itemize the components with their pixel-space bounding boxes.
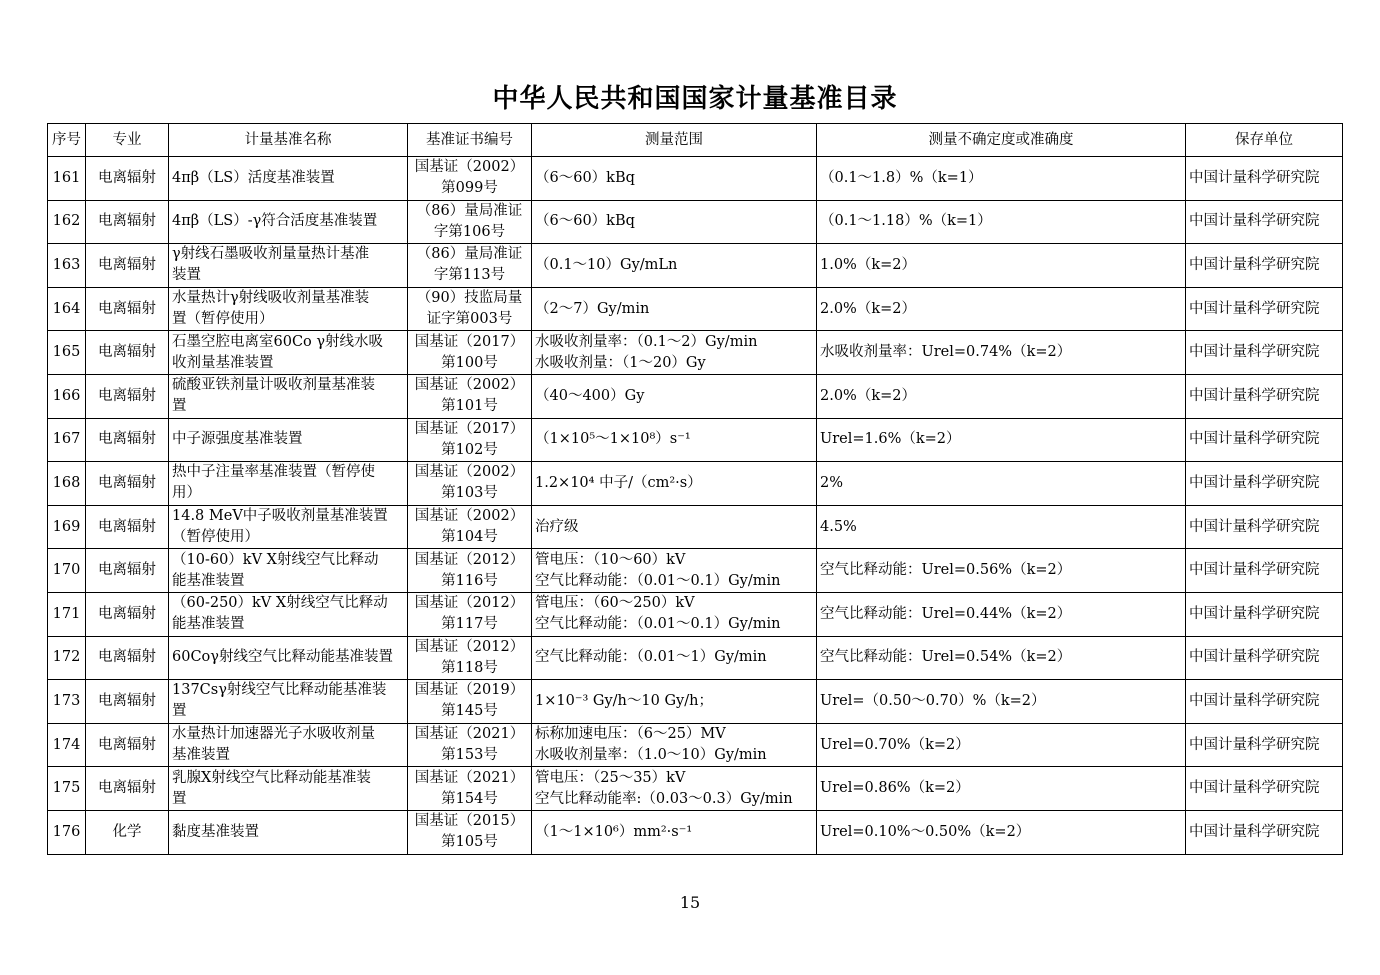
cell-major: 电离辐射	[86, 374, 169, 418]
header-range: 测量范围	[532, 124, 817, 157]
cell-name: 14.8 MeV中子吸收剂量基准装置 （暂停使用）	[169, 505, 408, 549]
cell-name: （10-60）kV X射线空气比释动 能基准装置	[169, 549, 408, 593]
cell-name: （60-250）kV X射线空气比释动 能基准装置	[169, 592, 408, 636]
cell-uncertainty: 水吸收剂量率：Urel=0.74%（k=2）	[817, 331, 1186, 375]
cell-cert: 国基证（2021） 第154号	[408, 767, 532, 811]
table-row	[48, 287, 1343, 331]
table-row	[48, 767, 1343, 811]
cell-major: 电离辐射	[86, 505, 169, 549]
page-title: 中华人民共和国国家计量基准目录	[492, 84, 898, 114]
cell-major: 电离辐射	[86, 636, 169, 680]
cell-cert: 国基证（2002） 第101号	[408, 374, 532, 418]
table-row	[48, 157, 1343, 201]
table-row	[48, 592, 1343, 636]
cell-range: 管电压：（10～60）kV 空气比释动能：（0.01～0.1）Gy/min	[532, 549, 817, 593]
cell-seq: 164	[48, 287, 86, 331]
cell-uncertainty: （0.1～1.8）%（k=1）	[817, 157, 1186, 201]
cell-range: 1.2×10⁴ 中子/（cm²·s）	[532, 462, 817, 506]
cell-uncertainty: Urel=1.6%（k=2）	[817, 418, 1186, 462]
cell-cert: （86）量局准证 字第106号	[408, 200, 532, 244]
cell-cert: 国基证（2017） 第102号	[408, 418, 532, 462]
cell-uncertainty: Urel=0.86%（k=2）	[817, 767, 1186, 811]
cell-seq: 171	[48, 592, 86, 636]
standards-table	[47, 123, 1343, 855]
cell-major: 化学	[86, 810, 169, 854]
cell-range: 治疗级	[532, 505, 817, 549]
cell-unit: 中国计量科学研究院	[1186, 505, 1343, 549]
header-unit: 保存单位	[1186, 124, 1343, 157]
cell-uncertainty: 空气比释动能：Urel=0.54%（k=2）	[817, 636, 1186, 680]
cell-unit: 中国计量科学研究院	[1186, 549, 1343, 593]
header-cert: 基准证书编号	[408, 124, 532, 157]
cell-name: 石墨空腔电离室60Co γ射线水吸 收剂量基准装置	[169, 331, 408, 375]
cell-seq: 163	[48, 244, 86, 288]
cell-range: 1×10⁻³ Gy/h～10 Gy/h；	[532, 680, 817, 724]
cell-range: （1×10⁵～1×10⁸）s⁻¹	[532, 418, 817, 462]
cell-seq: 175	[48, 767, 86, 811]
cell-uncertainty: 空气比释动能：Urel=0.44%（k=2）	[817, 592, 1186, 636]
cell-uncertainty: 4.5%	[817, 505, 1186, 549]
cell-unit: 中国计量科学研究院	[1186, 200, 1343, 244]
cell-range: （40～400）Gy	[532, 374, 817, 418]
table-row	[48, 810, 1343, 854]
cell-seq: 166	[48, 374, 86, 418]
cell-cert: （90）技监局量 证字第003号	[408, 287, 532, 331]
cell-major: 电离辐射	[86, 287, 169, 331]
cell-seq: 169	[48, 505, 86, 549]
cell-name: 乳腺X射线空气比释动能基准装 置	[169, 767, 408, 811]
cell-seq: 167	[48, 418, 86, 462]
cell-cert: 国基证（2002） 第104号	[408, 505, 532, 549]
cell-major: 电离辐射	[86, 723, 169, 767]
cell-name: 4πβ（LS）活度基准装置	[169, 157, 408, 201]
header-name: 计量基准名称	[169, 124, 408, 157]
table-row	[48, 418, 1343, 462]
table-row	[48, 549, 1343, 593]
cell-major: 电离辐射	[86, 331, 169, 375]
cell-unit: 中国计量科学研究院	[1186, 767, 1343, 811]
cell-range: （2～7）Gy/min	[532, 287, 817, 331]
cell-unit: 中国计量科学研究院	[1186, 462, 1343, 506]
cell-name: 水量热计γ射线吸收剂量基准装 置（暂停使用）	[169, 287, 408, 331]
cell-range: （0.1～10）Gy/mLn	[532, 244, 817, 288]
cell-name: 水量热计加速器光子水吸收剂量 基准装置	[169, 723, 408, 767]
table-row	[48, 723, 1343, 767]
cell-major: 电离辐射	[86, 244, 169, 288]
cell-name: 137Csγ射线空气比释动能基准装 置	[169, 680, 408, 724]
table-row	[48, 244, 1343, 288]
header-major: 专业	[86, 124, 169, 157]
cell-uncertainty: 2.0%（k=2）	[817, 374, 1186, 418]
cell-cert: 国基证（2017） 第100号	[408, 331, 532, 375]
cell-range: （1～1×10⁶）mm²·s⁻¹	[532, 810, 817, 854]
cell-cert: （86）量局准证 字第113号	[408, 244, 532, 288]
cell-uncertainty: Urel=（0.50～0.70）%（k=2）	[817, 680, 1186, 724]
cell-seq: 165	[48, 331, 86, 375]
cell-seq: 170	[48, 549, 86, 593]
table-row	[48, 462, 1343, 506]
cell-seq: 173	[48, 680, 86, 724]
cell-cert: 国基证（2012） 第116号	[408, 549, 532, 593]
cell-major: 电离辐射	[86, 462, 169, 506]
cell-unit: 中国计量科学研究院	[1186, 418, 1343, 462]
cell-cert: 国基证（2012） 第118号	[408, 636, 532, 680]
cell-unit: 中国计量科学研究院	[1186, 636, 1343, 680]
cell-seq: 161	[48, 157, 86, 201]
table-row	[48, 505, 1343, 549]
page-number: 15	[679, 893, 701, 912]
cell-seq: 172	[48, 636, 86, 680]
cell-name: 4πβ（LS）-γ符合活度基准装置	[169, 200, 408, 244]
cell-cert: 国基证（2021） 第153号	[408, 723, 532, 767]
table-row	[48, 374, 1343, 418]
cell-range: 管电压：（25～35）kV 空气比释动能率:（0.03～0.3）Gy/min	[532, 767, 817, 811]
cell-seq: 174	[48, 723, 86, 767]
cell-seq: 162	[48, 200, 86, 244]
cell-unit: 中国计量科学研究院	[1186, 331, 1343, 375]
cell-uncertainty: 空气比释动能：Urel=0.56%（k=2）	[817, 549, 1186, 593]
cell-unit: 中国计量科学研究院	[1186, 157, 1343, 201]
cell-unit: 中国计量科学研究院	[1186, 244, 1343, 288]
cell-name: 中子源强度基准装置	[169, 418, 408, 462]
cell-name: γ射线石墨吸收剂量量热计基准 装置	[169, 244, 408, 288]
cell-unit: 中国计量科学研究院	[1186, 287, 1343, 331]
cell-uncertainty: 2%	[817, 462, 1186, 506]
cell-name: 60Coγ射线空气比释动能基准装置	[169, 636, 408, 680]
table-row	[48, 200, 1343, 244]
cell-unit: 中国计量科学研究院	[1186, 723, 1343, 767]
cell-cert: 国基证（2015） 第105号	[408, 810, 532, 854]
cell-range: 空气比释动能：（0.01～1）Gy/min	[532, 636, 817, 680]
cell-major: 电离辐射	[86, 592, 169, 636]
cell-cert: 国基证（2012） 第117号	[408, 592, 532, 636]
cell-name: 黏度基准装置	[169, 810, 408, 854]
cell-major: 电离辐射	[86, 418, 169, 462]
cell-uncertainty: 2.0%（k=2）	[817, 287, 1186, 331]
cell-cert: 国基证（2002） 第103号	[408, 462, 532, 506]
cell-unit: 中国计量科学研究院	[1186, 592, 1343, 636]
cell-name: 硫酸亚铁剂量计吸收剂量基准装 置	[169, 374, 408, 418]
cell-range: 管电压：（60～250）kV 空气比释动能：（0.01～0.1）Gy/min	[532, 592, 817, 636]
cell-range: （6～60）kBq	[532, 157, 817, 201]
cell-unit: 中国计量科学研究院	[1186, 374, 1343, 418]
table-row	[48, 680, 1343, 724]
cell-range: 水吸收剂量率：（0.1～2）Gy/min 水吸收剂量：（1～20）Gy	[532, 331, 817, 375]
header-seq: 序号	[48, 124, 86, 157]
cell-major: 电离辐射	[86, 549, 169, 593]
cell-seq: 176	[48, 810, 86, 854]
cell-uncertainty: Urel=0.70%（k=2）	[817, 723, 1186, 767]
table-header-row	[48, 124, 1343, 157]
cell-cert: 国基证（2019） 第145号	[408, 680, 532, 724]
cell-name: 热中子注量率基准装置（暂停使 用）	[169, 462, 408, 506]
table-row	[48, 331, 1343, 375]
cell-major: 电离辐射	[86, 680, 169, 724]
header-uncertainty: 测量不确定度或准确度	[817, 124, 1186, 157]
cell-uncertainty: （0.1～1.18）%（k=1）	[817, 200, 1186, 244]
cell-range: （6～60）kBq	[532, 200, 817, 244]
cell-major: 电离辐射	[86, 767, 169, 811]
cell-seq: 168	[48, 462, 86, 506]
cell-range: 标称加速电压：（6～25）MV 水吸收剂量率：（1.0～10）Gy/min	[532, 723, 817, 767]
cell-uncertainty: Urel=0.10%～0.50%（k=2）	[817, 810, 1186, 854]
cell-uncertainty: 1.0%（k=2）	[817, 244, 1186, 288]
cell-cert: 国基证（2002） 第099号	[408, 157, 532, 201]
table-row	[48, 636, 1343, 680]
cell-unit: 中国计量科学研究院	[1186, 810, 1343, 854]
cell-unit: 中国计量科学研究院	[1186, 680, 1343, 724]
cell-major: 电离辐射	[86, 157, 169, 201]
cell-major: 电离辐射	[86, 200, 169, 244]
